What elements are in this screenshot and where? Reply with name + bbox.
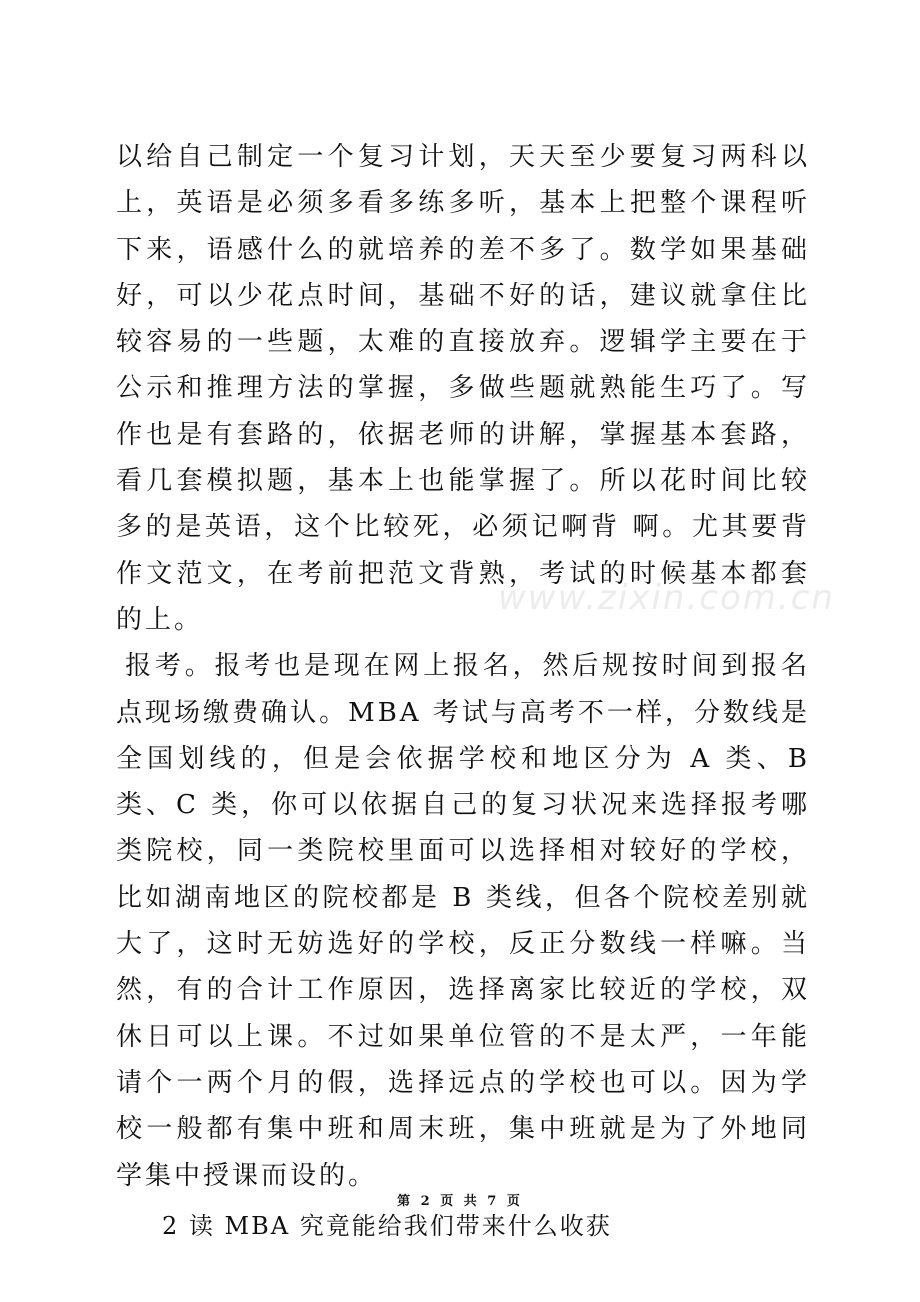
- document-body: [116, 134, 810, 1249]
- paragraph-registration: 报考。报考也是现在网上报名，然后规按时间到报名点现场缴费确认。MBA 考试与高考不一样，分数线是全国划线的，但是会依据学校和地区分为 A 类、B 类、C 类，你可以依据自己的复习状况来选择报考哪类院校，同一类院校里面可以选择相对较好的学校，比如湖南地区的院校都是 B 类线，但各个院校差别就大了，这时无妨选好的学校，反正分数线一样嘛。当然，有的合计工作原因，选择离家比较近的学校，双休日可以上课。不过如果单位管的不是太严，一年能请个一两个月的假，选择远点的学校也可以。因为学校一般都有集中班和周末班，集中班就是为了外地同学集中授课而设的。: [116, 651, 810, 1191]
- section-heading: 2 读 MBA 究竟能给我们带来什么收获: [162, 1211, 612, 1240]
- page-footer: 第 2 页 共 7 页: [397, 1194, 523, 1209]
- paragraph-review-plan: 以给自己制定一个复习计划，天天至少要复习两科以上，英语是必须多看多练多听，基本上把整个课程听下来，语感什么的就培养的差不多了。数学如果基础好，可以少花点时间，基础不好的话，建议就拿住比较容易的一些题，太难的直接放弃。逻辑学主要在于公示和推理方法的掌握，多做些题就熟能生巧了。写作也是有套路的，依据老师的讲解，掌握基本套路，看几套模拟题，基本上也能掌握了。所以花时间比较多的是英语，这个比较死，必须记啊背 啊。尤其要背作文范文，在考前把范文背熟，考试的时候基本都套的上。: [116, 142, 810, 635]
- watermark: www.zixin.com.cn: [498, 578, 835, 618]
